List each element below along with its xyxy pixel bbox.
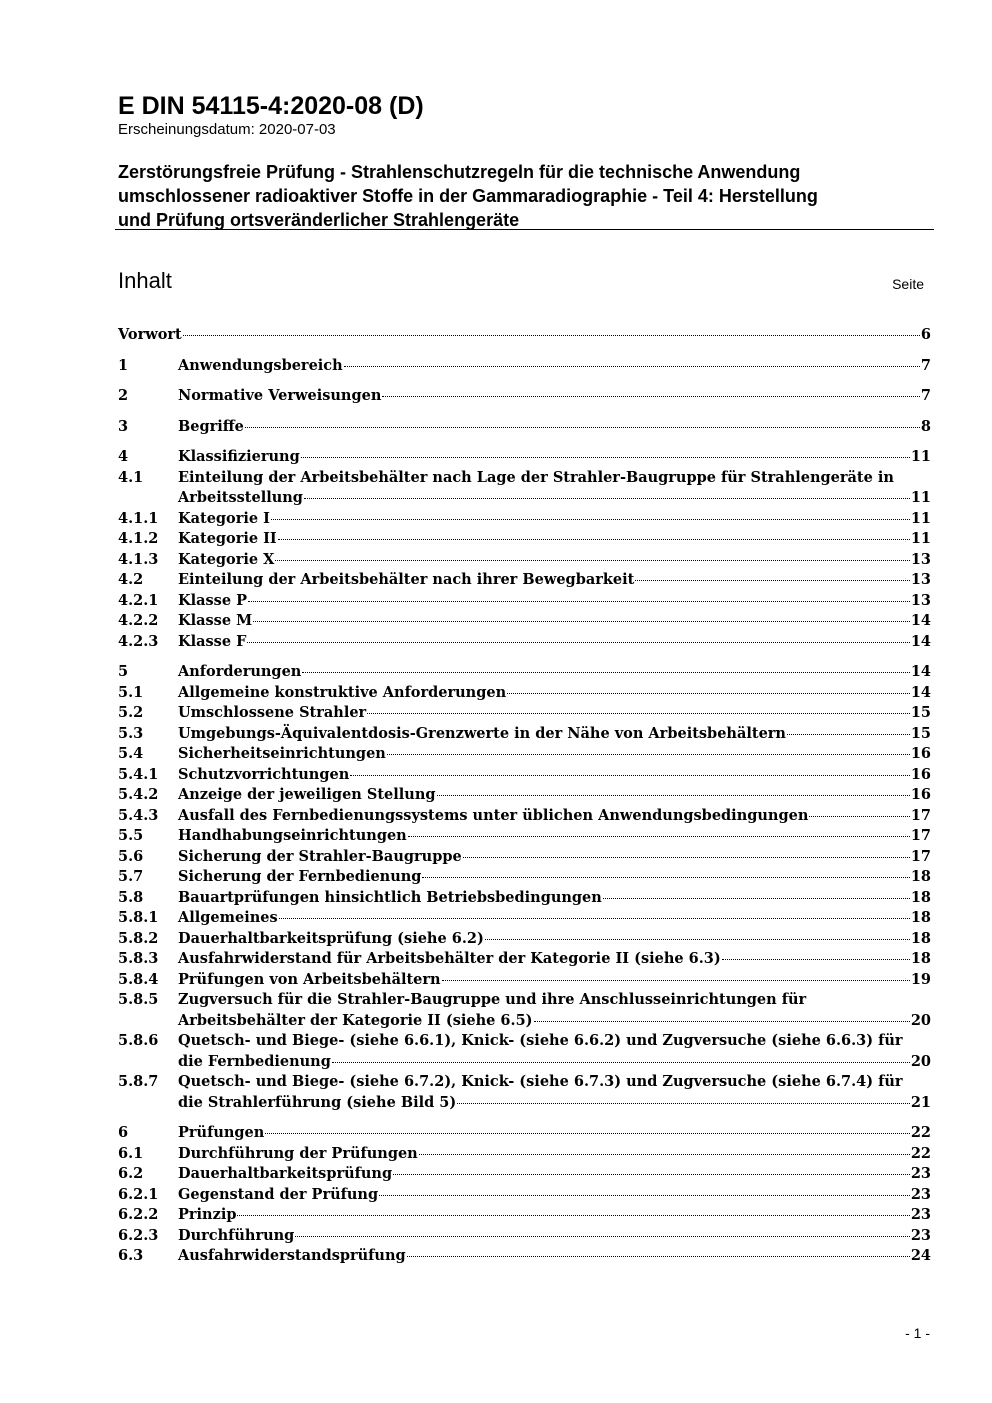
toc-entry-title: Allgemeine konstruktive Anforderungen [178, 683, 507, 701]
toc-entry[interactable] [118, 447, 931, 468]
toc-entry[interactable] [118, 611, 931, 632]
toc-entry-number: 6.3 [118, 1247, 144, 1264]
toc-entry[interactable] [118, 1072, 931, 1113]
toc-leader-dots [463, 857, 910, 858]
toc-entry-page: 23 [910, 1226, 931, 1244]
toc-entry-number: 5.6 [118, 847, 144, 865]
toc-entry-title: Einteilung der Arbeitsbehälter nach ihrer Bewegbarkeit [178, 571, 635, 588]
toc-leader-dots [302, 672, 909, 673]
toc-entry[interactable] [118, 570, 931, 591]
toc-entry[interactable] [118, 468, 931, 509]
toc-entry-title: Anwendungsbereich [178, 356, 343, 374]
toc-entry-number: 4.1 [118, 468, 144, 486]
toc-entry[interactable] [118, 1164, 931, 1185]
toc-entry-number: 4.2 [118, 571, 144, 588]
toc-entry-number: 2 [118, 387, 129, 404]
toc-entry-page: 24 [910, 1247, 931, 1264]
toc-entry-number: 5.8.6 [118, 1032, 159, 1049]
page-number: - 1 - [905, 1325, 930, 1341]
toc-leader-dots [485, 939, 910, 940]
toc-entry-page: 22 [910, 1124, 931, 1141]
toc-entry[interactable] [118, 1246, 931, 1267]
toc-entry-number: 5.7 [118, 868, 144, 885]
toc-leader-dots [367, 713, 910, 714]
table-of-contents [118, 325, 931, 1267]
toc-entry-page: 13 [910, 550, 931, 568]
toc-entry[interactable] [118, 386, 931, 407]
toc-entry-title: die Fernbedienung [178, 1052, 331, 1070]
toc-entry-number: 4.2.3 [118, 632, 159, 650]
document-title [118, 160, 933, 232]
page-column-label: Seite [892, 276, 924, 292]
toc-leader-dots [437, 795, 910, 796]
toc-entry-title: Umgebungs-Äquivalentdosis-Grenzwerte in der Nähe von Arbeitsbehältern [178, 724, 786, 742]
toc-leader-dots [422, 877, 909, 878]
toc-entry-number: 5.8.7 [118, 1073, 159, 1090]
toc-entry-number: 6 [118, 1124, 129, 1141]
toc-entry-number: 5.8.1 [118, 909, 159, 926]
toc-entry-title: Ausfahrwiderstand für Arbeitsbehälter der Kategorie II (siehe 6.3) [178, 950, 721, 967]
toc-entry-page: 19 [910, 970, 931, 988]
toc-entry-page: 13 [910, 571, 931, 588]
toc-leader-dots [301, 457, 910, 458]
toc-entry[interactable] [118, 744, 931, 765]
toc-entry-title: Zugversuch für die Strahler-Baugruppe und ihre Anschlusseinrichtungen für [178, 991, 807, 1008]
toc-entry[interactable] [118, 949, 931, 970]
toc-entry[interactable] [118, 1205, 931, 1226]
title-line: Zerstörungsfreie Prüfung - Strahlenschutzregeln für die technische Anwendung [118, 162, 801, 182]
toc-entry-title: Ausfahrwiderstandsprüfung [178, 1247, 406, 1264]
toc-entry[interactable] [118, 908, 931, 929]
toc-leader-dots [534, 1021, 910, 1022]
toc-entry-number: 3 [118, 417, 129, 435]
toc-entry-number: 5.4.3 [118, 806, 159, 824]
toc-leader-dots [442, 980, 910, 981]
toc-entry-number: 4.1.3 [118, 550, 159, 568]
toc-entry-title: Prüfungen von Arbeitsbehältern [178, 970, 441, 988]
toc-entry[interactable] [118, 888, 931, 909]
toc-leader-dots [350, 775, 910, 776]
toc-entry-title: Vorwort [118, 326, 182, 343]
toc-leader-dots [393, 1174, 910, 1175]
toc-leader-dots [304, 498, 910, 499]
toc-entry-title: Dauerhaltbarkeitsprüfung (siehe 6.2) [178, 929, 484, 947]
toc-entry[interactable] [118, 929, 931, 950]
toc-entry-page: 18 [910, 868, 931, 885]
toc-entry-title: Klasse F [178, 632, 247, 650]
toc-entry-title: Sicherung der Fernbedienung [178, 868, 422, 885]
toc-leader-dots [237, 1215, 909, 1216]
toc-entry[interactable] [118, 325, 931, 346]
toc-entry-number: 6.2.1 [118, 1185, 159, 1203]
toc-leader-dots [245, 427, 920, 428]
toc-entry-page: 18 [910, 888, 931, 906]
toc-entry[interactable] [118, 970, 931, 991]
toc-entry-number: 4.2.1 [118, 591, 159, 609]
toc-entry-title: Quetsch- und Biege- (siehe 6.6.1), Knick- (siehe 6.6.2) und Zugversuche (siehe 6.6.3) für [178, 1032, 903, 1049]
toc-entry[interactable] [118, 509, 931, 530]
toc-entry-number: 6.2.2 [118, 1206, 159, 1223]
toc-entry-page: 7 [920, 387, 931, 404]
toc-entry[interactable] [118, 632, 931, 653]
toc-entry-number: 5.8.5 [118, 991, 159, 1008]
toc-entry[interactable] [118, 703, 931, 724]
toc-leader-dots [407, 1256, 910, 1257]
title-line: umschlossener radioaktiver Stoffe in der Gammaradiographie - Teil 4: Herstellung [118, 186, 818, 206]
toc-entry[interactable] [118, 417, 931, 438]
toc-entry[interactable] [118, 785, 931, 806]
toc-entry-title: Durchführung der Prüfungen [178, 1144, 418, 1162]
toc-entry-page: 18 [910, 929, 931, 947]
toc-entry[interactable] [118, 1185, 931, 1206]
toc-entry-page: 23 [910, 1206, 931, 1223]
toc-entry[interactable] [118, 550, 931, 571]
toc-entry[interactable] [118, 662, 931, 683]
toc-leader-dots [248, 601, 910, 602]
toc-entry-title: Klasse M [178, 612, 253, 629]
toc-entry[interactable] [118, 990, 931, 1031]
toc-entry-page: 18 [910, 909, 931, 926]
toc-entry-title: Prinzip [178, 1206, 237, 1223]
toc-entry-title: Umschlossene Strahler [178, 704, 367, 721]
title-line: und Prüfung ortsveränderlicher Strahlengeräte [118, 210, 520, 230]
toc-entry-page: 16 [910, 745, 931, 762]
toc-entry-page: 17 [910, 827, 931, 844]
toc-entry[interactable] [118, 826, 931, 847]
toc-leader-dots [507, 693, 910, 694]
toc-entry-page: 20 [910, 1011, 931, 1029]
toc-entry-title: Kategorie X [178, 550, 275, 568]
toc-entry-title: Einteilung der Arbeitsbehälter nach Lage der Strahler-Baugruppe für Strahlengeräte in [178, 468, 894, 486]
toc-entry-title: Ausfall des Fernbedienungssystems unter üblichen Anwendungsbedingungen [178, 806, 809, 824]
toc-entry-page: 7 [920, 356, 931, 374]
toc-entry[interactable] [118, 591, 931, 612]
toc-entry-number: 4 [118, 448, 129, 465]
toc-entry-number: 5.8.4 [118, 970, 159, 988]
toc-entry-number: 5.1 [118, 683, 144, 701]
toc-entry-page: 11 [910, 530, 931, 547]
toc-entry-page: 16 [910, 765, 931, 783]
toc-entry[interactable] [118, 847, 931, 868]
toc-entry-number: 6.1 [118, 1144, 144, 1162]
toc-entry-page: 22 [910, 1144, 931, 1162]
toc-leader-dots [603, 898, 910, 899]
toc-entry-number: 1 [118, 356, 129, 374]
toc-leader-dots [271, 519, 910, 520]
toc-entry-title: Sicherheitseinrichtungen [178, 745, 386, 762]
toc-leader-dots [344, 366, 920, 367]
toc-leader-dots [265, 1133, 909, 1134]
toc-entry-page: 6 [920, 326, 931, 343]
publication-date: Erscheinungsdatum: 2020-07-03 [118, 121, 336, 138]
toc-entry-title: Anzeige der jeweiligen Stellung [178, 786, 436, 803]
toc-entry-title: Dauerhaltbarkeitsprüfung [178, 1165, 393, 1182]
toc-entry[interactable] [118, 765, 931, 786]
toc-leader-dots [382, 396, 920, 397]
toc-leader-dots [379, 1195, 910, 1196]
toc-entry-number: 4.1.2 [118, 530, 159, 547]
toc-entry-title: Klasse P [178, 591, 248, 609]
toc-leader-dots [253, 621, 910, 622]
toc-leader-dots [722, 959, 910, 960]
toc-entry-title: Prüfungen [178, 1124, 265, 1141]
toc-entry[interactable] [118, 683, 931, 704]
toc-entry-title: Gegenstand der Prüfung [178, 1185, 379, 1203]
toc-entry-number: 5.4 [118, 745, 144, 762]
toc-entry[interactable] [118, 529, 931, 550]
toc-entry-title: Sicherung der Strahler-Baugruppe [178, 847, 462, 865]
toc-entry-page: 15 [910, 724, 931, 742]
toc-entry[interactable] [118, 867, 931, 888]
toc-leader-dots [457, 1103, 910, 1104]
toc-entry-title: Quetsch- und Biege- (siehe 6.7.2), Knick- (siehe 6.7.3) und Zugversuche (siehe 6.7.4) für [178, 1073, 903, 1090]
toc-entry-page: 14 [910, 663, 931, 680]
toc-entry-page: 11 [910, 489, 931, 506]
toc-leader-dots [408, 836, 910, 837]
toc-entry[interactable] [118, 1123, 931, 1144]
toc-entry-page: 20 [910, 1052, 931, 1070]
toc-entry-page: 15 [910, 704, 931, 721]
toc-entry-page: 23 [910, 1185, 931, 1203]
toc-entry-title: Anforderungen [178, 663, 302, 680]
toc-entry-page: 18 [910, 950, 931, 967]
toc-entry-title: Kategorie II [178, 530, 277, 547]
toc-entry-number: 5.4.2 [118, 786, 159, 803]
toc-entry-number: 5.4.1 [118, 765, 159, 783]
toc-entry[interactable] [118, 1031, 931, 1072]
toc-leader-dots [279, 918, 910, 919]
toc-entry-title: Kategorie I [178, 509, 270, 527]
toc-leader-dots [183, 335, 920, 336]
toc-entry-title: Begriffe [178, 417, 244, 435]
toc-entry-number: 5.8.2 [118, 929, 159, 947]
toc-entry-page: 14 [910, 632, 931, 650]
toc-entry-title: Klassifizierung [178, 448, 300, 465]
toc-entry-page: 8 [920, 417, 931, 435]
toc-entry-title: die Strahlerführung (siehe Bild 5) [178, 1093, 457, 1111]
toc-leader-dots [247, 642, 909, 643]
toc-entry-page: 21 [910, 1093, 931, 1111]
toc-entry-number: 4.2.2 [118, 612, 159, 629]
document-id: E DIN 54115-4:2020-08 (D) [118, 92, 424, 120]
toc-leader-dots [787, 734, 910, 735]
toc-entry[interactable] [118, 806, 931, 827]
toc-leader-dots [275, 560, 909, 561]
title-rule [115, 229, 934, 230]
toc-entry-number: 5.8 [118, 888, 144, 906]
toc-entry-page: 16 [910, 786, 931, 803]
toc-entry-page: 13 [910, 591, 931, 609]
toc-leader-dots [635, 580, 909, 581]
toc-entry-page: 23 [910, 1165, 931, 1182]
toc-entry-number: 5.8.3 [118, 950, 159, 967]
toc-entry[interactable] [118, 1226, 931, 1247]
toc-entry-title: Handhabungseinrichtungen [178, 827, 407, 844]
toc-entry-title: Durchführung [178, 1226, 295, 1244]
toc-entry-page: 17 [910, 806, 931, 824]
toc-entry-number: 5.2 [118, 704, 144, 721]
toc-entry-title: Bauartprüfungen hinsichtlich Betriebsbedingungen [178, 888, 602, 906]
toc-entry-number: 5 [118, 663, 129, 680]
toc-entry-page: 17 [910, 847, 931, 865]
toc-leader-dots [295, 1236, 910, 1237]
toc-entry[interactable] [118, 1144, 931, 1165]
toc-leader-dots [419, 1154, 910, 1155]
toc-entry-number: 5.5 [118, 827, 144, 844]
toc-entry-title: Normative Verweisungen [178, 387, 382, 404]
toc-entry[interactable] [118, 356, 931, 377]
toc-entry-title: Arbeitsbehälter der Kategorie II (siehe 6.5) [178, 1011, 533, 1029]
toc-entry-number: 6.2 [118, 1165, 144, 1182]
toc-heading: Inhalt [118, 268, 172, 293]
toc-entry[interactable] [118, 724, 931, 745]
toc-entry-title: Schutzvorrichtungen [178, 765, 350, 783]
toc-leader-dots [809, 816, 909, 817]
toc-entry-page: 11 [910, 448, 931, 465]
toc-entry-page: 11 [910, 509, 931, 527]
toc-entry-page: 14 [910, 612, 931, 629]
toc-leader-dots [332, 1062, 910, 1063]
toc-entry-title: Arbeitsstellung [178, 489, 303, 506]
toc-entry-title: Allgemeines [178, 909, 278, 926]
toc-leader-dots [387, 754, 910, 755]
toc-entry-number: 5.3 [118, 724, 144, 742]
toc-entry-page: 14 [910, 683, 931, 701]
toc-leader-dots [278, 539, 910, 540]
toc-entry-number: 4.1.1 [118, 509, 159, 527]
toc-entry-number: 6.2.3 [118, 1226, 159, 1244]
